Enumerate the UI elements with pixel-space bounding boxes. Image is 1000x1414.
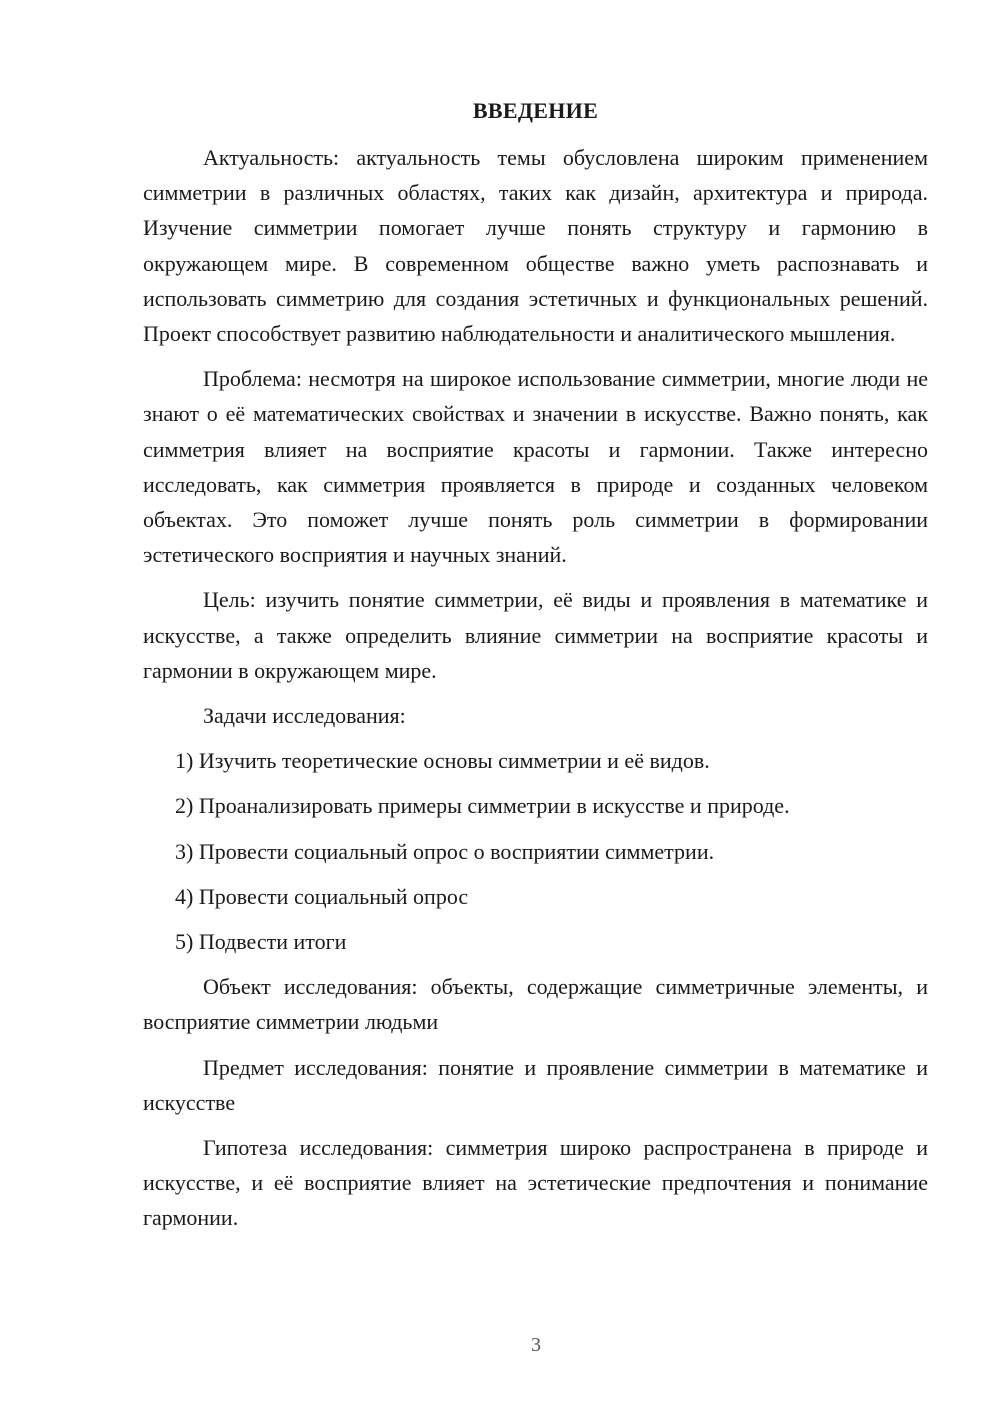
paragraph-object: Объект исследования: объекты, содержащие симметричные элементы, и восприятие симметрии людьми (143, 974, 928, 1035)
list-item: 2) Проанализировать примеры симметрии в искусстве и природе. (175, 793, 790, 819)
page-content (143, 96, 928, 1246)
paragraph-relevance: Актуальность: актуальность темы обусловлена широким применением симметрии в различных областях, таких как дизайн, архитектура и природа. Изучение симметрии помогает лучше понять структуру и гармонию в окружающем мире. В современном обществе важно уметь распознавать и использовать симметрию для создания эстетичных и функциональных решений. Проект способствует развитию наблюдательности и аналитического мышления. (143, 145, 928, 347)
list-item: 5) Подвести итоги (175, 929, 347, 955)
tasks-heading: Задачи исследования: (203, 703, 406, 729)
page-title: ВВЕДЕНИЕ (472, 98, 599, 123)
paragraph-problem: Проблема: несмотря на широкое использование симметрии, многие люди не знают о её математических свойствах и значении в искусстве. Важно понять, как симметрия влияет на восприятие красоты и гармонии. Также интересно исследовать, как симметрия проявляется в природе и созданных человеком объектах. Это поможет лучше понять роль симметрии в формировании эстетического восприятия и научных знаний. (143, 366, 928, 568)
list-item: 1) Изучить теоретические основы симметрии и её видов. (175, 748, 710, 774)
paragraph-hypothesis: Гипотеза исследования: симметрия широко распространена в природе и искусстве, и её восприятие влияет на эстетические предпочтения и понимание гармонии. (143, 1135, 928, 1231)
page-number: 3 (531, 1334, 541, 1356)
paragraph-subject: Предмет исследования: понятие и проявление симметрии в математике и искусстве (143, 1054, 928, 1115)
list-item: 3) Провести социальный опрос о восприятии симметрии. (175, 838, 715, 864)
list-item: 4) Провести социальный опрос (175, 883, 469, 909)
task-list (143, 743, 928, 959)
paragraph-goal: Цель: изучить понятие симметрии, её виды и проявления в математике и искусстве, а также определить влияние симметрии на восприятие красоты и гармонии в окружающем мире. (143, 587, 928, 683)
